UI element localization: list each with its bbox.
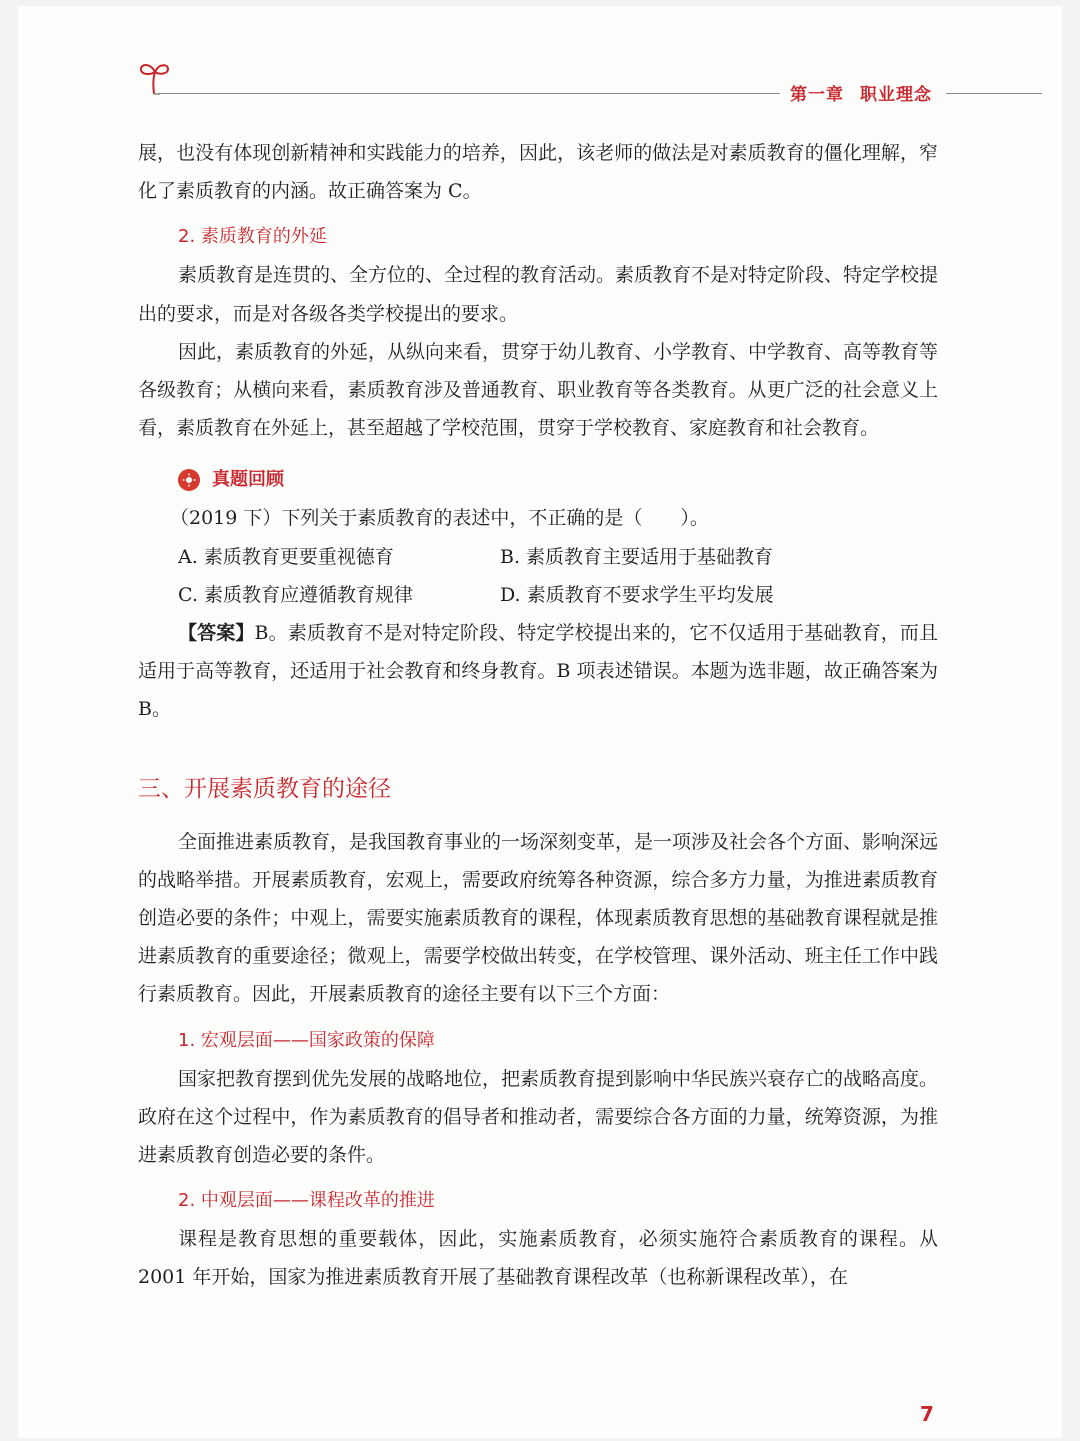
sun-icon	[178, 469, 200, 491]
page-number: 7	[920, 1402, 934, 1426]
subsection-heading-extension: 2. 素质教育的外延	[178, 226, 327, 248]
header-rule-right	[946, 93, 1042, 94]
continued-paragraph: 展，也没有体现创新精神和实践能力的培养，因此，该老师的做法是对素质教育的僵化理解，窄化了素质教育的内涵。故正确答案为 C。	[138, 142, 938, 203]
page-content	[138, 134, 938, 1297]
paragraph: 课程是教育思想的重要载体，因此，实施素质教育，必须实施符合素质教育的课程。从 2001 年开始，国家为推进素质教育开展了基础教育课程改革（也称新课程改革），在	[138, 1228, 938, 1289]
exam-question: （2019 下）下列关于素质教育的表述中，不正确的是（ ）。	[170, 507, 709, 530]
answer-options	[178, 538, 938, 614]
option-b: B. 素质教育主要适用于基础教育	[500, 545, 774, 568]
answer-tag: 【答案】	[178, 622, 255, 645]
option-c: C. 素质教育应遵循教育规律	[178, 583, 413, 606]
section-title-pathways: 三、开展素质教育的途径	[138, 775, 391, 802]
sprout-icon	[138, 60, 172, 96]
chapter-number: 第一章	[790, 85, 844, 105]
paragraph: 因此，素质教育的外延，从纵向来看，贯穿于幼儿教育、小学教育、中学教育、高等教育等各级教育；从横向来看，素质教育涉及普通教育、职业教育等各类教育。从更广泛的社会意义上看，素质教育在外延上，甚至超越了学校范围，贯穿于学校教育、家庭教育和社会教育。	[138, 340, 939, 440]
header-rule-left	[158, 93, 780, 94]
option-d: D. 素质教育不要求学生平均发展	[500, 583, 774, 606]
option-a: A. 素质教育更要重视德育	[178, 545, 394, 568]
paragraph: 全面推进素质教育，是我国教育事业的一场深刻变革，是一项涉及社会各个方面、影响深远的战略举措。开展素质教育，宏观上，需要政府统筹各种资源，综合多方力量，为推进素质教育创造必要的条件；中观上，需要实施素质教育的课程，体现素质教育思想的基础教育课程就是推进素质教育的重要途径；微观上，需要学校做出转变，在学校管理、课外活动、班主任工作中践行素质教育。因此，开展素质教育的途径主要有以下三个方面：	[138, 830, 939, 1006]
subsection-heading-macro: 1. 宏观层面——国家政策的保障	[178, 1029, 435, 1051]
exam-review-label: 真题回顾	[212, 469, 284, 491]
subsection-heading-meso: 2. 中观层面——课程改革的推进	[178, 1190, 435, 1212]
answer-explanation	[138, 614, 938, 729]
paragraph: 国家把教育摆到优先发展的战略地位，把素质教育提到影响中华民族兴衰存亡的战略高度。政府在这个过程中，作为素质教育的倡导者和推动者，需要综合各方面的力量，统筹资源，为推进素质教育创造必要的条件。	[138, 1067, 939, 1167]
answer-text: B。素质教育不是对特定阶段、特定学校提出来的，它不仅适用于基础教育，而且适用于高等教育，还适用于社会教育和终身教育。B 项表述错误。本题为选非题，故正确答案为 B。	[138, 622, 938, 721]
chapter-title: 职业理念	[860, 85, 932, 105]
chapter-label	[790, 80, 932, 105]
paragraph: 素质教育是连贯的、全方位的、全过程的教育活动。素质教育不是对特定阶段、特定学校提出的要求，而是对各级各类学校提出的要求。	[138, 264, 939, 325]
exam-review-heading	[178, 461, 938, 499]
running-head	[0, 0, 1080, 110]
